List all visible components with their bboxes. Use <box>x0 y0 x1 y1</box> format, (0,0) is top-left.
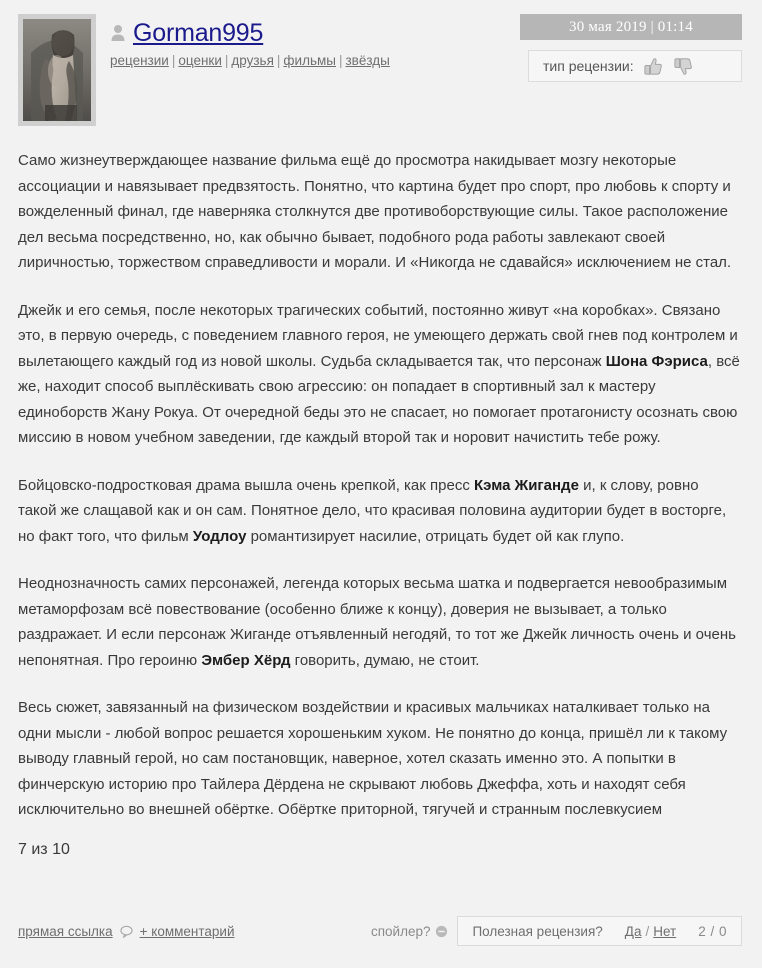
nav-link-friends[interactable]: друзья <box>231 53 274 68</box>
minus-circle-icon[interactable] <box>435 925 448 938</box>
review-paragraph <box>18 695 740 823</box>
useful-review-box <box>457 916 742 946</box>
paragraph-text: Неоднозначность самих персонажей, легенда которых весьма шатка и подвергается невообразимым метаморфозам всё повествование (особенно ближе к концу), доверия не вызывает, а только раздражает. И если персонаж Жиганде отъявленный негодяй, то тот же Джейк личность очень и очень непонятная. Про героиню <box>18 575 736 669</box>
highlighted-name: Шона Фэриса <box>605 352 708 370</box>
useful-vote-links <box>625 924 676 939</box>
thumbs-down-icon[interactable] <box>673 56 694 77</box>
nav-separator-3: | <box>276 53 281 68</box>
footer-left-group <box>18 924 234 939</box>
nav-link-movies[interactable]: фильмы <box>283 53 336 68</box>
nav-link-reviews[interactable]: рецензии <box>110 53 169 68</box>
nav-separator-2: | <box>224 53 229 68</box>
avatar-photo <box>23 19 91 121</box>
paragraph-text: Бойцовско-подростковая драма вышла очень крепкой, как пресс <box>18 476 474 494</box>
review-paragraph <box>18 298 740 451</box>
user-line <box>110 18 390 48</box>
review-rating: 7 из 10 <box>18 840 70 858</box>
review-paragraph <box>18 571 740 673</box>
vote-no-link[interactable]: Нет <box>653 923 677 939</box>
user-nav-links <box>110 52 390 70</box>
user-icon <box>110 24 126 42</box>
nav-link-stars[interactable]: звёзды <box>345 53 390 68</box>
review-paragraph <box>18 148 740 276</box>
review-text <box>0 148 762 823</box>
highlighted-name: Эмбер Хёрд <box>201 651 291 669</box>
highlighted-name: Уодлоу <box>192 527 247 545</box>
review-footer <box>0 914 762 948</box>
review-type-label: тип рецензии: <box>543 58 634 74</box>
useful-vote-count: 2 / 0 <box>698 923 727 939</box>
paragraph-text: Само жизнеутверждающее название фильма ещё до просмотра накидывает мозгу некоторые ассоциации и навязывает предвзятость. Понятно, что картина будет про спорт, про любовь к спорту и вожделенный финал, где наверняка столкнутся две противоборствующие силы. Такое расположение дел весьма посредственно, но, как обычно бывает, подобного рода работы завлекают своей лиричностью, торжеством справедливости и морали. И «Никогда не сдавайся» исключением не стал. <box>18 152 732 271</box>
review-type-box <box>528 50 742 82</box>
nav-separator-4: | <box>338 53 343 68</box>
add-comment-link[interactable]: + комментарий <box>139 923 235 939</box>
permalink-link[interactable]: прямая ссылка <box>18 923 113 939</box>
spoiler-label: спойлер? <box>370 923 431 939</box>
spoiler-toggle[interactable] <box>371 924 449 939</box>
vote-yes-link[interactable]: Да <box>624 923 642 939</box>
paragraph-text: романтизирует насилие, отрицать будет ой как глупо. <box>246 527 625 545</box>
user-block <box>110 18 390 70</box>
paragraph-text: , всё же, находит способ выплёскивать свою агрессию: он попадает в спортивный зал к мастеру единоборств Жану Рокуа. От очередной беды это не спасает, но помогает протагонисту осознать свою миссию в новом учебном заведении, где каждый второй так и норовит начистить тебе рожу. <box>18 352 740 446</box>
highlighted-name: Кэма Жиганде <box>473 476 579 494</box>
review-header <box>0 0 762 140</box>
avatar[interactable] <box>18 14 96 126</box>
paragraph-text: Джейк и его семья, после некоторых трагических событий, постоянно живут «на коробках». Связано это, в первую очередь, с поведением главного героя, не умеющего держать свой гнев под контролем и вылетающего каждый год из новой школы. Судьба складывается так, что персонаж <box>18 301 738 370</box>
nav-separator-1: | <box>171 53 176 68</box>
username-link[interactable]: Gorman995 <box>133 19 264 47</box>
thumbs-up-icon[interactable] <box>643 56 664 77</box>
paragraph-text: и, к слову, ровно такой же слащавой как и он сам. Понятное дело, что красивая половина аудитории будет в восторге, но факт того, что фильм <box>18 476 727 545</box>
paragraph-text: Весь сюжет, завязанный на физическом воздействии и красивых мальчиках наталкивает только на одни мысли - любой вопрос решается хорошеньким хуком. Не понятно до конца, пришёл ли к такому выводу главный герой, но сам постановщик, наверное, хотел сказать именно это. А попытки в финчерскую историю про Тайлера Дёрдена не скрывают любовь Джеффа, хоть и находят себя исключительно во внешней обёртке. Обёртке приторной, тягучей и странным послевкусием <box>18 699 728 818</box>
comment-bubble-icon <box>120 925 133 938</box>
useful-review-label: Полезная рецензия? <box>472 923 603 939</box>
vote-slash: / <box>645 923 650 939</box>
review-date: 30 мая 2019 | 01:14 <box>520 14 742 40</box>
footer-right-group <box>371 916 742 946</box>
review-paragraph <box>18 473 740 550</box>
nav-link-ratings[interactable]: оценки <box>178 53 222 68</box>
paragraph-text: говорить, думаю, не стоит. <box>290 651 480 669</box>
